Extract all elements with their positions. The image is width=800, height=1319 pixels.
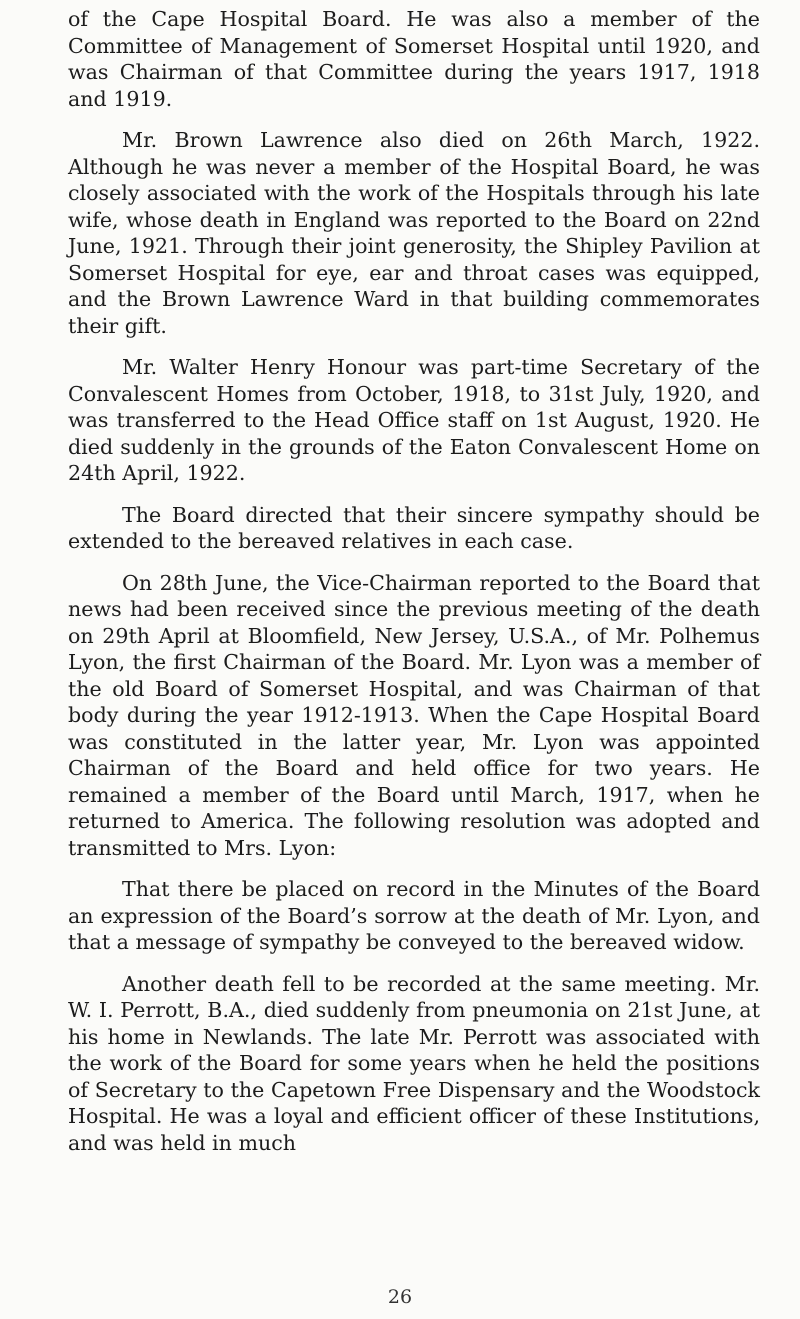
paragraph-resolution: That there be placed on record in the Minutes of the Board an expression of the Board’s sorrow at the death of Mr. Lyon, and that a message of sympathy be conveyed to the bereaved widow. [68,877,760,954]
body-text [68,6,760,1171]
paragraph-walter-henry-honour: Mr. Walter Henry Honour was part-time Secretary of the Convalescent Homes from October, 1918, to 31st July, 1920, and was transferred to the Head Office staff on 1st August, 1920. He died suddenly in the grounds of the Eaton Convalescent Home on 24th April, 1922. [68,355,760,485]
page-number: 26 [387,1286,413,1308]
paragraph-cape-hospital-board: of the Cape Hospital Board. He was also a member of the Committee of Management of Somerset Hospital until 1920, and was Chairman of that Committee during the years 1917, 1918 and 1919. [68,7,760,111]
paragraph-board-sympathy: The Board directed that their sincere sympathy should be extended to the bereaved relatives in each case. [68,502,760,553]
paragraph-polhemus-lyon: On 28th June, the Vice-Chairman reported to the Board that news had been received since the previous meeting of the death on 29th April at Bloomfield, New Jersey, U.S.A., of Mr. Polhemus Lyon, the first Chairman of the Board. Mr. Lyon was a member of the old Board of Somerset Hospital, and was Chairman of that body during the year 1912-1913. When the Cape Hospital Board was constituted in the latter year, Mr. Lyon was appointed Chairman of the Board and held office for two years. He remained a member of the Board until March, 1917, when he returned to America. The following resolution was adopted and transmitted to Mrs. Lyon: [68,570,760,860]
paragraph-brown-lawrence: Mr. Brown Lawrence also died on 26th March, 1922. Although he was never a member of the Hospital Board, he was closely associated with the work of the Hospitals through his late wife, whose death in England was reported to the Board on 22nd June, 1921. Through their joint generosity, the Shipley Pavilion at Somerset Hospital for eye, ear and throat cases was equipped, and the Brown Lawrence Ward in that building commemorates their gift. [68,128,760,338]
paragraph-perrott: Another death fell to be recorded at the same meeting. Mr. W. I. Perrott, B.A., died suddenly from pneumonia on 21st June, at his home in Newlands. The late Mr. Perrott was associated with the work of the Board for some years when he held the positions of Secretary to the Capetown Free Dispensary and the Woodstock Hospital. He was a loyal and efficient officer of these Institutions, and was held in much [68,971,760,1155]
